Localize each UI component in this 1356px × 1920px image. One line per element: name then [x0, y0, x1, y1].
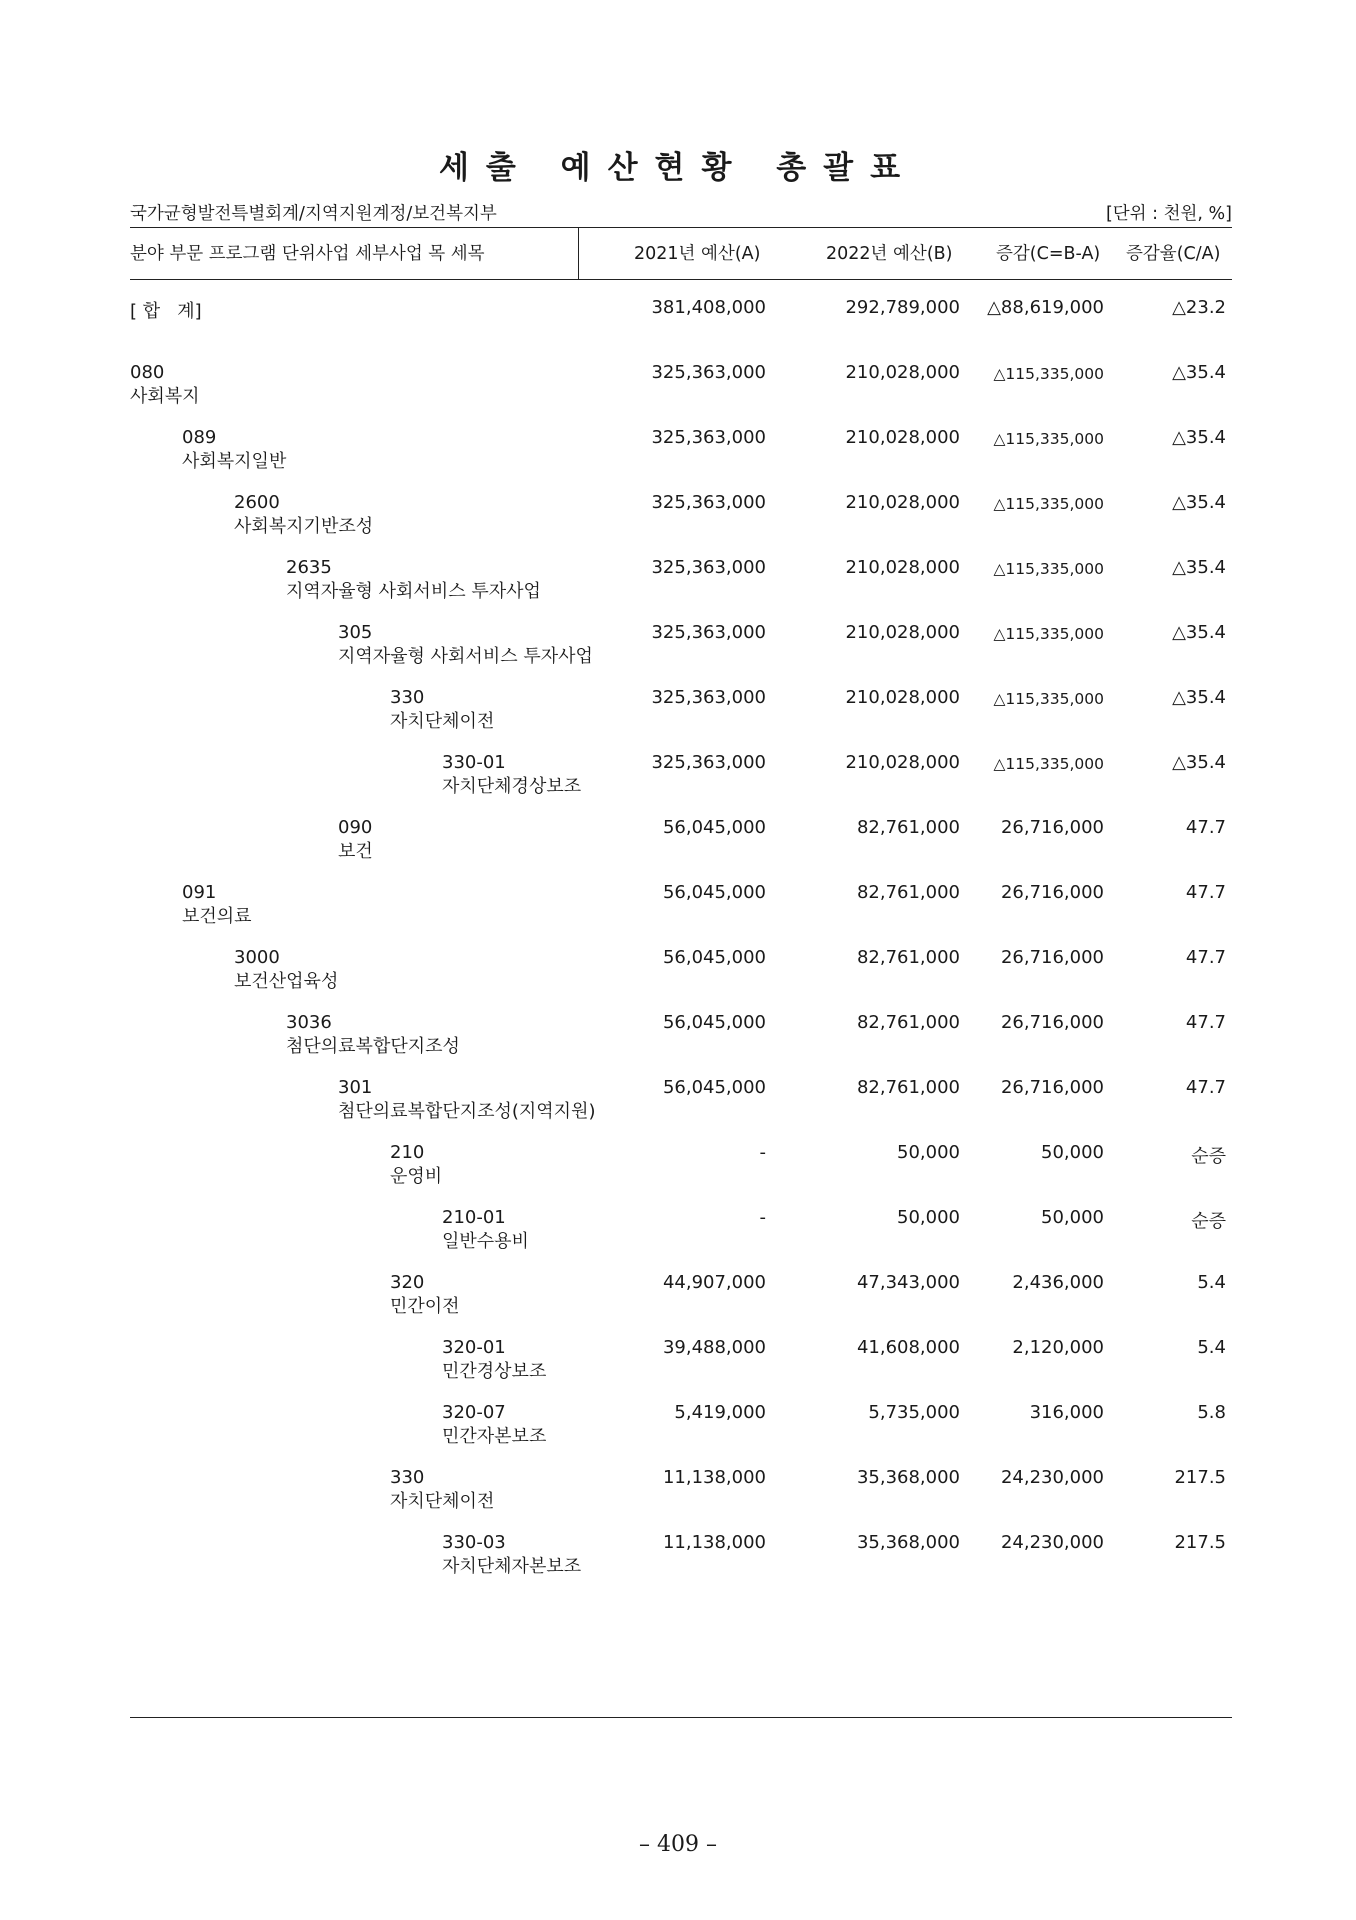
row-change: 26,716,000: [1000, 882, 1104, 903]
row-budget-2022: 210,028,000: [845, 492, 960, 513]
row-name: 지역자율형 사회서비스 투자사업: [286, 581, 541, 602]
row-change: 26,716,000: [1000, 817, 1104, 838]
row-name: 민간경상보조: [442, 1361, 547, 1382]
row-change: 50,000: [1041, 1142, 1104, 1163]
row-code: 3000: [234, 947, 280, 968]
row-code: 089: [182, 427, 217, 448]
table-row: [0, 427, 1356, 477]
row-change: △115,335,000: [993, 430, 1104, 448]
row-code: 3036: [286, 1012, 332, 1033]
row-budget-2022: 50,000: [897, 1207, 960, 1228]
row-code: 330-01: [442, 752, 506, 773]
row-budget-2021: 56,045,000: [662, 817, 766, 838]
row-budget-2021: 56,045,000: [662, 1077, 766, 1098]
row-budget-2022: 82,761,000: [856, 1077, 960, 1098]
row-name: 첨단의료복합단지조성: [286, 1036, 460, 1057]
row-code: 320-07: [442, 1402, 506, 1423]
row-change: 26,716,000: [1000, 947, 1104, 968]
table-row: [0, 1142, 1356, 1192]
row-code: 330: [390, 687, 425, 708]
row-change: 24,230,000: [1000, 1532, 1104, 1553]
row-budget-2022: 210,028,000: [845, 687, 960, 708]
row-code: 301: [338, 1077, 373, 1098]
row-name: 사회복지일반: [182, 451, 287, 472]
row-code: 330: [390, 1467, 425, 1488]
total-budget-2022: 292,789,000: [845, 297, 960, 318]
row-budget-2021: 39,488,000: [662, 1337, 766, 1358]
row-name: 보건의료: [182, 906, 252, 927]
table-row: [0, 622, 1356, 672]
row-change: 2,436,000: [1012, 1272, 1104, 1293]
account-path: 국가균형발전특별회계/지역지원계정/보건복지부: [130, 204, 497, 224]
row-change-rate: 5.8: [1197, 1402, 1226, 1423]
table-row: [0, 1402, 1356, 1452]
row-name: 일반수용비: [442, 1231, 529, 1252]
row-change: △115,335,000: [993, 625, 1104, 643]
row-change: 26,716,000: [1000, 1012, 1104, 1033]
row-change: 2,120,000: [1012, 1337, 1104, 1358]
row-budget-2022: 50,000: [897, 1142, 960, 1163]
table-row: [0, 687, 1356, 737]
row-change-rate: 217.5: [1174, 1467, 1226, 1488]
row-code: 320: [390, 1272, 425, 1293]
row-budget-2021: 56,045,000: [662, 947, 766, 968]
row-change-rate: △35.4: [1172, 362, 1226, 383]
row-change-rate: △35.4: [1172, 427, 1226, 448]
table-row: [0, 947, 1356, 997]
row-budget-2021: 44,907,000: [662, 1272, 766, 1293]
row-change: △115,335,000: [993, 755, 1104, 773]
row-code: 210: [390, 1142, 425, 1163]
row-budget-2021: 325,363,000: [651, 427, 766, 448]
total-change-rate: △23.2: [1172, 297, 1226, 318]
row-name: 보건: [338, 841, 373, 862]
row-budget-2021: 325,363,000: [651, 492, 766, 513]
row-budget-2022: 210,028,000: [845, 622, 960, 643]
row-change-rate: 5.4: [1197, 1272, 1226, 1293]
row-code: 091: [182, 882, 217, 903]
row-name: 지역자율형 사회서비스 투자사업: [338, 646, 593, 667]
row-change: 316,000: [1029, 1402, 1104, 1423]
row-change-rate: 순증: [1191, 1146, 1226, 1167]
row-budget-2022: 210,028,000: [845, 752, 960, 773]
table-row: [0, 752, 1356, 802]
page-number: – 409 –: [639, 1832, 717, 1857]
header-budget-2021: 2021년 예산(A): [634, 244, 761, 264]
row-budget-2022: 82,761,000: [856, 947, 960, 968]
table-row: [0, 492, 1356, 542]
row-budget-2022: 35,368,000: [856, 1467, 960, 1488]
table-row: [0, 1207, 1356, 1257]
header-category: 분야 부문 프로그램 단위사업 세부사업 목 세목: [130, 244, 485, 264]
row-change-rate: 5.4: [1197, 1337, 1226, 1358]
row-budget-2022: 47,343,000: [856, 1272, 960, 1293]
row-code: 210-01: [442, 1207, 506, 1228]
row-budget-2022: 5,735,000: [868, 1402, 960, 1423]
row-name: 보건산업육성: [234, 971, 339, 992]
row-change-rate: △35.4: [1172, 492, 1226, 513]
row-budget-2021: 56,045,000: [662, 1012, 766, 1033]
row-change: 50,000: [1041, 1207, 1104, 1228]
row-code: 320-01: [442, 1337, 506, 1358]
row-code: 080: [130, 362, 165, 383]
row-budget-2022: 210,028,000: [845, 362, 960, 383]
row-budget-2022: 210,028,000: [845, 427, 960, 448]
table-row: [0, 817, 1356, 867]
row-budget-2021: 325,363,000: [651, 557, 766, 578]
row-budget-2022: 41,608,000: [856, 1337, 960, 1358]
row-name: 사회복지기반조성: [234, 516, 374, 537]
row-budget-2022: 82,761,000: [856, 882, 960, 903]
row-change-rate: △35.4: [1172, 752, 1226, 773]
table-row: [0, 1467, 1356, 1517]
row-name: 민간자본보조: [442, 1426, 547, 1447]
header-change: 증감(C=B-A): [996, 244, 1101, 264]
row-change: △115,335,000: [993, 365, 1104, 383]
row-name: 자치단체이전: [390, 1491, 495, 1512]
unit-label: [단위 : 천원, %]: [1105, 204, 1232, 224]
header-top-rule: [130, 227, 1232, 228]
row-code: 2635: [286, 557, 332, 578]
row-name: 민간이전: [390, 1296, 460, 1317]
table-row: [0, 1272, 1356, 1322]
row-change-rate: 47.7: [1185, 1012, 1226, 1033]
row-name: 자치단체이전: [390, 711, 495, 732]
total-change: △88,619,000: [987, 297, 1104, 318]
header-bottom-rule: [130, 279, 1232, 280]
row-budget-2022: 35,368,000: [856, 1532, 960, 1553]
row-code: 330-03: [442, 1532, 506, 1553]
table-row: [0, 557, 1356, 607]
table-row: [0, 362, 1356, 412]
row-code: 090: [338, 817, 373, 838]
row-budget-2021: -: [759, 1207, 766, 1228]
row-budget-2021: 56,045,000: [662, 882, 766, 903]
table-row: [0, 882, 1356, 932]
row-change-rate: 47.7: [1185, 1077, 1226, 1098]
header-change-rate: 증감율(C/A): [1126, 244, 1221, 264]
table-bottom-rule: [130, 1717, 1232, 1718]
row-change-rate: △35.4: [1172, 622, 1226, 643]
row-budget-2021: 325,363,000: [651, 752, 766, 773]
row-change-rate: 47.7: [1185, 882, 1226, 903]
row-change: 24,230,000: [1000, 1467, 1104, 1488]
row-change-rate: △35.4: [1172, 557, 1226, 578]
row-change: △115,335,000: [993, 690, 1104, 708]
row-change-rate: 47.7: [1185, 817, 1226, 838]
row-change-rate: 217.5: [1174, 1532, 1226, 1553]
page-title: 세출 예산현황 총괄표: [438, 150, 918, 186]
row-change: 26,716,000: [1000, 1077, 1104, 1098]
total-budget-2021: 381,408,000: [651, 297, 766, 318]
total-label: [ 합 계]: [130, 301, 202, 322]
row-budget-2022: 210,028,000: [845, 557, 960, 578]
row-change: △115,335,000: [993, 560, 1104, 578]
row-code: 305: [338, 622, 373, 643]
table-row: [0, 1337, 1356, 1387]
row-budget-2021: 11,138,000: [662, 1532, 766, 1553]
row-budget-2021: 5,419,000: [674, 1402, 766, 1423]
table-caption: [130, 200, 1232, 226]
row-budget-2021: 325,363,000: [651, 362, 766, 383]
table-row: [0, 1012, 1356, 1062]
row-name: 자치단체경상보조: [442, 776, 582, 797]
row-change: △115,335,000: [993, 495, 1104, 513]
header-divider: [578, 228, 579, 280]
row-change-rate: 47.7: [1185, 947, 1226, 968]
row-budget-2021: 325,363,000: [651, 687, 766, 708]
row-budget-2021: -: [759, 1142, 766, 1163]
row-name: 운영비: [390, 1166, 443, 1187]
row-budget-2022: 82,761,000: [856, 817, 960, 838]
row-name: 자치단체자본보조: [442, 1556, 582, 1577]
total-row: [0, 297, 1356, 347]
row-budget-2021: 325,363,000: [651, 622, 766, 643]
row-change-rate: △35.4: [1172, 687, 1226, 708]
row-change-rate: 순증: [1191, 1211, 1226, 1232]
row-budget-2022: 82,761,000: [856, 1012, 960, 1033]
row-name: 사회복지: [130, 386, 200, 407]
table-header: [130, 240, 1232, 278]
row-name: 첨단의료복합단지조성(지역지원): [338, 1101, 596, 1122]
table-row: [0, 1077, 1356, 1127]
header-budget-2022: 2022년 예산(B): [826, 244, 953, 264]
table-row: [0, 1532, 1356, 1582]
row-budget-2021: 11,138,000: [662, 1467, 766, 1488]
row-code: 2600: [234, 492, 280, 513]
